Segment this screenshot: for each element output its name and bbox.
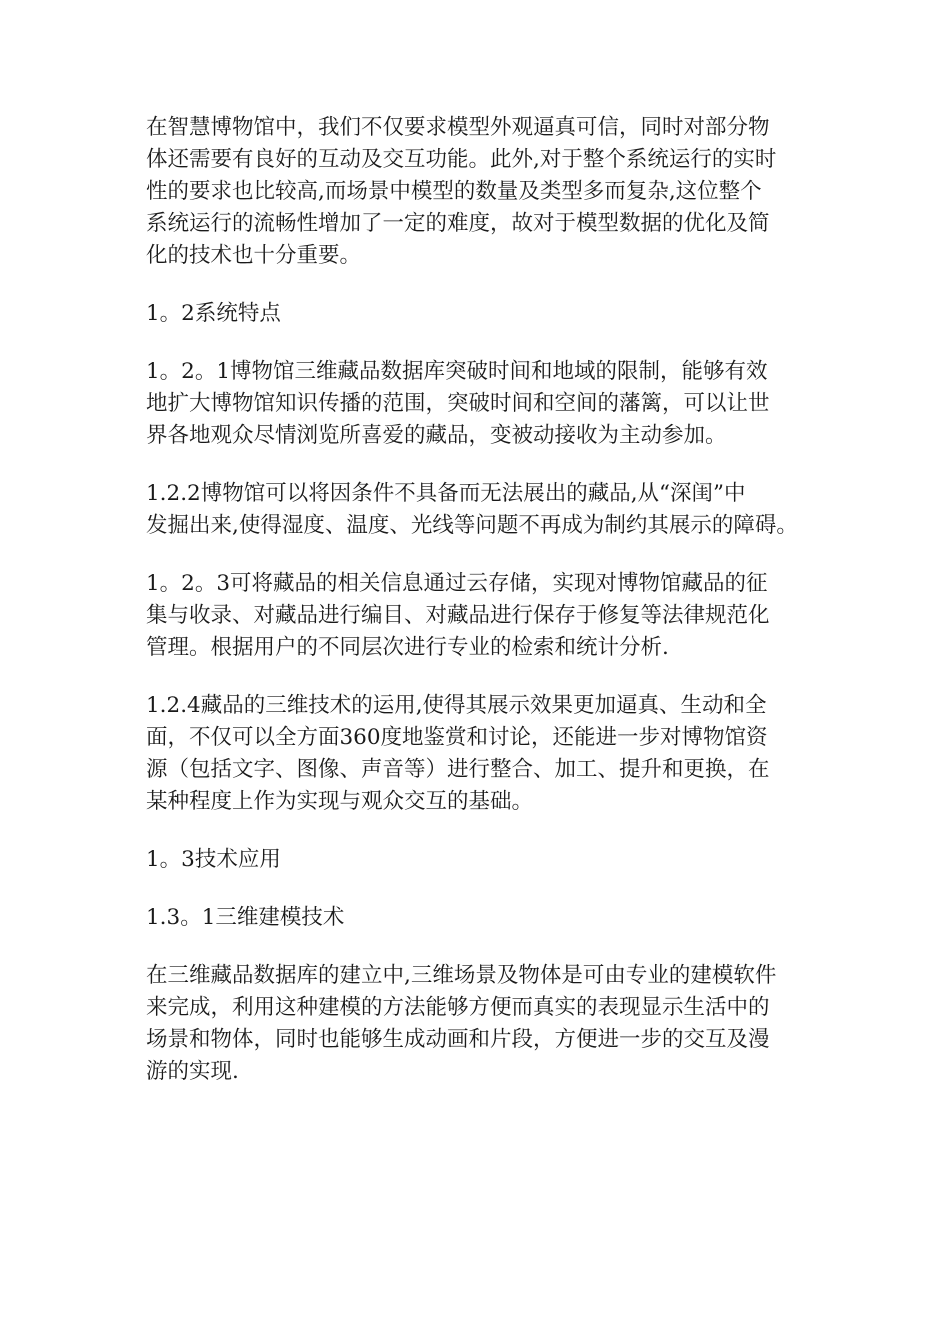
document-body <box>146 112 826 1114</box>
paragraph-3d-modeling <box>146 960 826 1088</box>
text-line: 1.2.2博物馆可以将因条件不具备而无法展出的藏品,从“深闺”中 <box>146 481 746 506</box>
text-line: 系统运行的流畅性增加了一定的难度，故对于模型数据的优化及简 <box>146 211 770 236</box>
subsection-heading-1-3-1 <box>146 902 826 934</box>
text-line: 1。2。3可将藏品的相关信息通过云存储，实现对博物馆藏品的征 <box>146 571 768 596</box>
text-line: 场景和物体，同时也能够生成动画和片段，方便进一步的交互及漫 <box>146 1027 770 1052</box>
text-line: 源（包括文字、图像、声音等）进行整合、加工、提升和更换，在 <box>146 757 770 782</box>
text-line: 化的技术也十分重要。 <box>146 243 362 268</box>
paragraph-1-2-4 <box>146 690 826 818</box>
paragraph-smart-museum-intro <box>146 112 826 272</box>
section-heading-1-3 <box>146 844 826 876</box>
heading-text: 1.3。1三维建模技术 <box>146 905 345 930</box>
text-line: 游的实现. <box>146 1059 239 1084</box>
section-heading-1-2 <box>146 298 826 330</box>
text-line: 在三维藏品数据库的建立中,三维场景及物体是可由专业的建模软件 <box>146 963 777 988</box>
text-line: 在智慧博物馆中，我们不仅要求模型外观逼真可信，同时对部分物 <box>146 115 770 140</box>
text-line: 发掘出来,使得湿度、温度、光线等问题不再成为制约其展示的障碍。 <box>146 513 798 538</box>
text-line: 性的要求也比较高,而场景中模型的数量及类型多而复杂,这位整个 <box>146 179 762 204</box>
text-line: 某种程度上作为实现与观众交互的基础。 <box>146 789 534 814</box>
text-line: 界各地观众尽情浏览所喜爱的藏品，变被动接收为主动参加。 <box>146 423 727 448</box>
paragraph-1-2-1 <box>146 356 826 452</box>
text-line: 集与收录、对藏品进行编目、对藏品进行保存于修复等法律规范化 <box>146 603 770 628</box>
heading-text: 1。2系统特点 <box>146 301 281 326</box>
text-line: 1.2.4藏品的三维技术的运用,使得其展示效果更加逼真、生动和全 <box>146 693 767 718</box>
paragraph-1-2-2 <box>146 478 826 542</box>
text-line: 来完成，利用这种建模的方法能够方便而真实的表现显示生活中的 <box>146 995 770 1020</box>
text-line: 面，不仅可以全方面360度地鉴赏和讨论，还能进一步对博物馆资 <box>146 725 768 750</box>
text-line: 1。2。1博物馆三维藏品数据库突破时间和地域的限制，能够有效 <box>146 359 768 384</box>
paragraph-1-2-3 <box>146 568 826 664</box>
heading-text: 1。3技术应用 <box>146 847 281 872</box>
text-line: 体还需要有良好的互动及交互功能。此外,对于整个系统运行的实时 <box>146 147 777 172</box>
text-line: 地扩大博物馆知识传播的范围，突破时间和空间的藩篱，可以让世 <box>146 391 770 416</box>
text-line: 管理。根据用户的不同层次进行专业的检索和统计分析. <box>146 635 669 660</box>
